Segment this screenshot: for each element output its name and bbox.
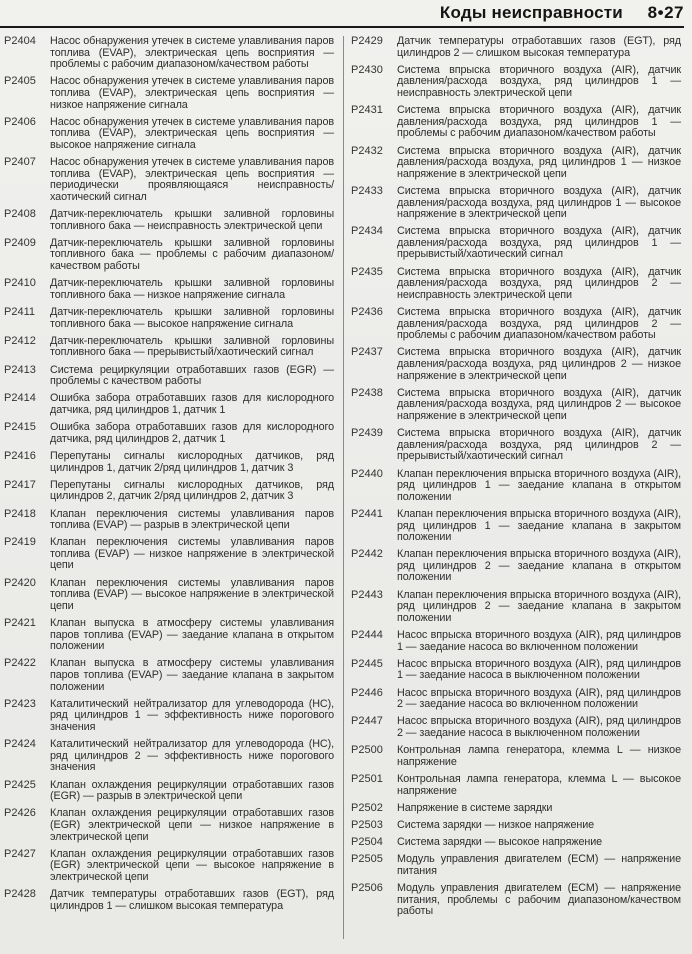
fault-description: Система впрыска вторичного воздуха (AIR), датчик давления/расхода воздуха, ряд цилиндров 2 — прерывистый/хаотический сигнал <box>397 427 681 463</box>
fault-code: P2504 <box>351 836 383 849</box>
fault-code: P2408 <box>4 208 36 221</box>
fault-code: P2501 <box>351 772 383 785</box>
fault-code-entry <box>351 267 681 302</box>
fault-code: P2431 <box>351 104 383 117</box>
left-column <box>4 36 334 918</box>
fault-code-entry <box>4 157 334 203</box>
fault-description: Клапан переключения системы улавливания паров топлива (EVAP) — разрыв в электрической цепи <box>50 507 334 532</box>
fault-code-entry <box>4 307 334 330</box>
fault-code: P2424 <box>4 738 36 751</box>
fault-code: P2414 <box>4 392 36 405</box>
column-divider <box>343 36 344 939</box>
fault-description: Датчик температуры отработавших газов (EGT), ряд цилиндров 2 — слишком высокая температура <box>397 35 681 59</box>
fault-code-entry <box>4 808 334 843</box>
fault-code-entry <box>351 774 681 797</box>
fault-code: P2427 <box>4 847 36 860</box>
fault-code: P2441 <box>351 507 383 520</box>
fault-code-entry <box>4 422 334 445</box>
fault-code: P2426 <box>4 807 36 820</box>
fault-description: Система впрыска вторичного воздуха (AIR), датчик давления/расхода воздуха, ряд цилиндров 2 — низкое напряжение в электрической цепи <box>397 346 681 382</box>
fault-description: Клапан переключения впрыска вторичного воздуха (AIR), ряд цилиндров 1 — заедание клапана в закрытом положении <box>397 507 681 544</box>
fault-description: Перепутаны сигналы кислородных датчиков, ряд цилиндров 2, датчик 2/ряд цилиндров 2, датчик 3 <box>50 478 334 503</box>
fault-description: Датчик-переключатель крышки заливной горловины топливного бака — проблемы с рабочим диапазоном/качеством работы <box>50 236 334 273</box>
fault-code: P2421 <box>4 617 36 630</box>
fault-description: Клапан охлаждения рециркуляции отработавших газов (EGR) электрической цепи — низкое напряжение в электрической цепи <box>50 807 334 843</box>
fault-code-entry <box>4 209 334 232</box>
fault-description: Система впрыска вторичного воздуха (AIR), датчик давления/расхода воздуха, ряд цилиндров 1 — высокое напряжение в электрической цепи <box>397 184 681 221</box>
fault-code: P2417 <box>4 478 36 491</box>
fault-code: P2425 <box>4 778 36 791</box>
fault-description: Насос впрыска вторичного воздуха (AIR), ряд цилиндров 2 — заедание насоса во включенном положении <box>397 686 681 711</box>
fault-code-entry <box>351 186 681 221</box>
fault-description: Датчик-переключатель крышки заливной горловины топливного бака — низкое напряжение сигнала <box>50 277 334 301</box>
section-title: Коды неисправности <box>439 3 623 22</box>
fault-code-entry <box>351 820 681 832</box>
fault-code-entry <box>4 537 334 572</box>
fault-code-entry <box>351 347 681 382</box>
fault-description: Каталитический нейтрализатор для углеводорода (HC), ряд цилиндров 1 — эффективность ниже порогового значения <box>50 697 334 733</box>
fault-description: Система впрыска вторичного воздуха (AIR), датчик давления/расхода воздуха, ряд цилиндров 2 — высокое напряжение в электрической цепи <box>397 386 681 422</box>
fault-code: P2409 <box>4 236 36 249</box>
fault-code: P2438 <box>351 386 383 399</box>
fault-code: P2436 <box>351 306 383 319</box>
fault-code-entry <box>4 36 334 71</box>
fault-code: P2445 <box>351 657 383 670</box>
fault-code: P2430 <box>351 63 383 76</box>
running-header <box>0 2 684 24</box>
fault-description: Насос обнаружения утечек в системе улавливания паров топлива (EVAP), электрическая цепь восприятия — периодически проявляющаяся неисправность/хаотический сигнал <box>50 156 334 203</box>
fault-description: Клапан выпуска в атмосферу системы улавливания паров топлива (EVAP) — заедание клапана в открытом положении <box>50 617 334 653</box>
fault-description: Система зарядки — низкое напряжение <box>397 818 595 831</box>
fault-code-entry <box>351 388 681 423</box>
fault-code-entry <box>351 883 681 918</box>
fault-code: P2405 <box>4 75 36 88</box>
fault-description: Модуль управления двигателем (ECM) — напряжение питания, проблемы с рабочим диапазоном/качеством работы <box>397 882 681 918</box>
header-rule <box>0 26 684 28</box>
fault-code: P2412 <box>4 334 36 347</box>
fault-code-entry <box>351 659 681 682</box>
fault-code-entry <box>351 509 681 544</box>
fault-description: Перепутаны сигналы кислородных датчиков, ряд цилиндров 1, датчик 2/ряд цилиндров 1, датчик 3 <box>50 449 334 474</box>
fault-code: P2420 <box>4 576 36 589</box>
fault-code-entry <box>351 226 681 261</box>
fault-code: P2415 <box>4 421 36 434</box>
fault-code: P2444 <box>351 629 383 642</box>
fault-description: Система впрыска вторичного воздуха (AIR), датчик давления/расхода воздуха, ряд цилиндров 1 — прерывистый/хаотический сигнал <box>397 225 681 261</box>
fault-code-entry <box>351 688 681 711</box>
fault-code-entry <box>4 739 334 774</box>
fault-code-entry <box>4 699 334 734</box>
fault-code: P2443 <box>351 588 383 601</box>
fault-code: P2407 <box>4 156 36 169</box>
fault-code: P2411 <box>4 306 35 319</box>
fault-code: P2446 <box>351 686 383 699</box>
fault-code: P2404 <box>4 35 36 47</box>
fault-code: P2503 <box>351 818 383 831</box>
fault-description: Ошибка забора отработавших газов для кислородного датчика, ряд цилиндров 1, датчик 1 <box>50 392 334 416</box>
fault-code-entry <box>351 549 681 584</box>
fault-description: Датчик-переключатель крышки заливной горловины топливного бака — прерывистый/хаотический сигнал <box>50 334 334 359</box>
fault-code: P2502 <box>351 801 383 814</box>
fault-code-entry <box>4 780 334 803</box>
fault-code-entry <box>4 393 334 416</box>
fault-description: Контрольная лампа генератора, клемма L — высокое напряжение <box>397 772 681 797</box>
fault-code: P2410 <box>4 277 36 290</box>
fault-code: P2428 <box>4 888 36 901</box>
fault-code-entry <box>4 336 334 359</box>
fault-code: P2442 <box>351 548 383 561</box>
fault-description: Ошибка забора отработавших газов для кислородного датчика, ряд цилиндров 2, датчик 1 <box>50 421 334 445</box>
fault-code-entry <box>4 849 334 884</box>
fault-code: P2422 <box>4 657 36 670</box>
fault-description: Модуль управления двигателем (ECM) — напряжение питания <box>397 853 681 877</box>
fault-description: Клапан выпуска в атмосферу системы улавливания паров топлива (EVAP) — заедание клапана в закрытом положении <box>50 657 334 693</box>
fault-description: Насос обнаружения утечек в системе улавливания паров топлива (EVAP), электрическая цепь восприятия — проблемы с рабочим диапазоном/качеством работы <box>50 35 334 71</box>
fault-code: P2440 <box>351 467 383 480</box>
fault-code: P2506 <box>351 882 383 895</box>
fault-code: P2447 <box>351 715 383 728</box>
fault-code-entry <box>351 590 681 625</box>
fault-code-entry <box>4 658 334 693</box>
fault-code-entry <box>4 889 334 912</box>
fault-description: Насос впрыска вторичного воздуха (AIR), ряд цилиндров 2 — заедание насоса в выключенном положении <box>397 715 681 739</box>
fault-description: Система зарядки — высокое напряжение <box>397 836 603 849</box>
fault-description: Напряжение в системе зарядки <box>397 801 553 814</box>
fault-description: Насос обнаружения утечек в системе улавливания паров топлива (EVAP), электрическая цепь восприятия — высокое напряжение сигнала <box>50 115 334 151</box>
fault-code-entry <box>351 105 681 140</box>
fault-description: Датчик-переключатель крышки заливной горловины топливного бака — неисправность электрической цепи <box>50 208 334 232</box>
fault-code: P2434 <box>351 225 383 238</box>
fault-code-entry <box>4 451 334 474</box>
fault-code-entry <box>351 469 681 504</box>
fault-code-entry <box>351 146 681 181</box>
fault-code: P2432 <box>351 144 383 157</box>
fault-code: P2505 <box>351 853 383 866</box>
fault-description: Каталитический нейтрализатор для углеводорода (HC), ряд цилиндров 2 — эффективность ниже порогового значения <box>50 738 334 774</box>
fault-code: P2423 <box>4 697 36 710</box>
fault-code-entry <box>4 578 334 613</box>
fault-description: Датчик-переключатель крышки заливной горловины топливного бака — высокое напряжение сигнала <box>50 306 334 330</box>
fault-code-entry <box>351 716 681 739</box>
fault-code-entry <box>4 117 334 152</box>
fault-code-entry <box>351 630 681 653</box>
fault-description: Клапан переключения впрыска вторичного воздуха (AIR), ряд цилиндров 2 — заедание клапана в открытом положении <box>397 548 681 584</box>
fault-description: Система впрыска вторичного воздуха (AIR), датчик давления/расхода воздуха, ряд цилиндров 1 — проблемы с рабочим диапазоном/качеством работы <box>397 104 681 140</box>
fault-code-entry <box>4 480 334 503</box>
fault-description: Система впрыска вторичного воздуха (AIR), датчик давления/расхода воздуха, ряд цилиндров 2 — неисправность электрической цепи <box>397 265 681 301</box>
fault-description: Клапан переключения системы улавливания паров топлива (EVAP) — высокое напряжение в электрической цепи <box>50 576 334 612</box>
fault-description: Контрольная лампа генератора, клемма L — низкое напряжение <box>397 744 681 768</box>
fault-code: P2439 <box>351 427 383 440</box>
fault-description: Датчик температуры отработавших газов (EGT), ряд цилиндров 1 — слишком высокая температура <box>50 888 334 912</box>
fault-description: Клапан охлаждения рециркуляции отработавших газов (EGR) электрической цепи — высокое напряжение в электрической цепи <box>50 847 334 883</box>
fault-code-entry <box>4 365 334 388</box>
fault-code-entry <box>351 745 681 768</box>
fault-description: Система впрыска вторичного воздуха (AIR), датчик давления/расхода воздуха, ряд цилиндров 2 — проблемы с рабочим диапазоном/качеством работы <box>397 306 681 342</box>
fault-code-entry <box>4 238 334 273</box>
right-column <box>351 36 681 923</box>
fault-description: Система впрыска вторичного воздуха (AIR), датчик давления/расхода воздуха, ряд цилиндров 1 — неисправность электрической цепи <box>397 63 681 99</box>
fault-code-entry <box>351 65 681 100</box>
fault-description: Система рециркуляции отработавших газов (EGR) — проблемы с качеством работы <box>50 363 334 388</box>
fault-code: P2429 <box>351 35 383 47</box>
fault-code-entry <box>351 803 681 815</box>
fault-description: Клапан переключения системы улавливания паров топлива (EVAP) — низкое напряжение в электрической цепи <box>50 536 334 572</box>
fault-code-entry <box>4 278 334 301</box>
fault-description: Клапан переключения впрыска вторичного воздуха (AIR), ряд цилиндров 2 — заедание клапана в закрытом положении <box>397 588 681 624</box>
fault-code: P2419 <box>4 536 36 549</box>
fault-code: P2437 <box>351 346 383 359</box>
fault-description: Насос обнаружения утечек в системе улавливания паров топлива (EVAP), электрическая цепь восприятия — низкое напряжение сигнала <box>50 75 334 111</box>
fault-code: P2435 <box>351 265 383 278</box>
fault-code: P2416 <box>4 449 36 462</box>
fault-code: P2406 <box>4 115 36 128</box>
fault-code-entry <box>4 76 334 111</box>
fault-code: P2418 <box>4 507 36 520</box>
fault-description: Насос впрыска вторичного воздуха (AIR), ряд цилиндров 1 — заедание насоса во включенном положении <box>397 629 681 653</box>
fault-description: Клапан переключения впрыска вторичного воздуха (AIR), ряд цилиндров 1 — заедание клапана в открытом положении <box>397 467 681 503</box>
fault-code-entry <box>4 509 334 532</box>
fault-code: P2500 <box>351 744 383 757</box>
fault-code-entry <box>351 307 681 342</box>
fault-code-entry <box>351 428 681 463</box>
fault-code-entry <box>351 837 681 849</box>
fault-code-entry <box>4 618 334 653</box>
fault-description: Клапан охлаждения рециркуляции отработавших газов (EGR) — разрыв в электрической цепи <box>50 778 334 803</box>
page-number: 8•27 <box>647 3 684 22</box>
fault-code: P2413 <box>4 363 36 376</box>
fault-code-entry <box>351 36 681 59</box>
fault-description: Насос впрыска вторичного воздуха (AIR), ряд цилиндров 1 — заедание насоса в выключенном положении <box>397 657 681 682</box>
fault-description: Система впрыска вторичного воздуха (AIR), датчик давления/расхода воздуха, ряд цилиндров 1 — низкое напряжение в электрической цепи <box>397 144 681 180</box>
fault-code-entry <box>351 854 681 877</box>
fault-code: P2433 <box>351 184 383 197</box>
